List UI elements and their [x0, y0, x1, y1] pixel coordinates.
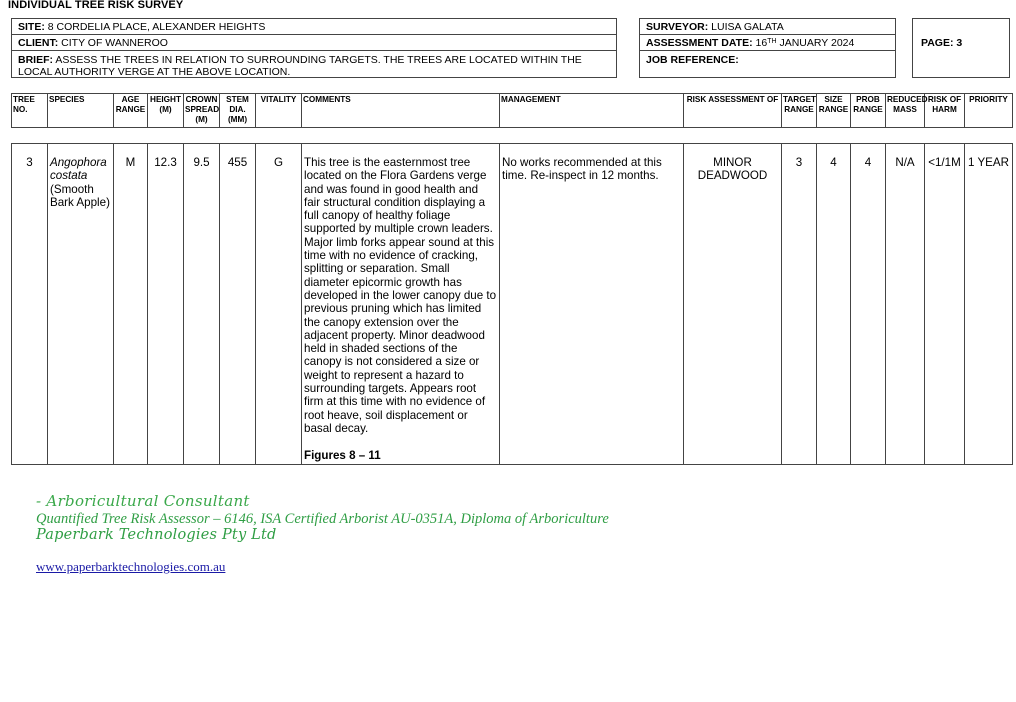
cell-tree-no: 3 [12, 144, 48, 465]
species-latin: Angophora costata [50, 156, 107, 183]
cell-size-range: 4 [817, 144, 851, 465]
assessment-date-rest: JANUARY 2024 [776, 37, 855, 49]
site-label: SITE: [18, 21, 45, 33]
cell-crown-spread: 9.5 [184, 144, 220, 465]
client-value: CITY OF WANNEROO [58, 37, 168, 49]
page-title: INDIVIDUAL TREE RISK SURVEY [8, 0, 184, 11]
page-number: PAGE: 3 [912, 18, 1010, 78]
comments-figures: Figures 8 – 11 [304, 449, 381, 463]
signature-role: - Arboricultural Consultant [36, 492, 250, 510]
cell-vitality: G [256, 144, 302, 465]
comments-text: This tree is the easternmost tree located on the Flora Gardens verge and was found in good health and fair structural condition displaying a full canopy of healthy foliage supported by multiple crown leaders. Major limb forks appear sound at this time with no evidence of cracking, splitting or separation. Small diameter epicormic growth has developed in the lower canopy due to previous pruning which has limited the canopy extension over the adjacent property. Minor deadwood held in shaded sections of the canopy is not considered a size or weight to represent a hazard to surrounding targets. Appears root firm at this time with no evidence of root heave, soil displacement or basal decay. [304, 156, 497, 435]
cell-stem-dia: 455 [220, 144, 256, 465]
assessment-date-suffix: TH [767, 38, 777, 45]
client-field [11, 34, 617, 51]
cell-height: 12.3 [148, 144, 184, 465]
job-reference-label: JOB REFERENCE: [646, 54, 739, 66]
job-reference-field [639, 50, 896, 78]
cell-species [48, 144, 114, 465]
brief-field [11, 50, 617, 78]
col-reduced-mass: REDUCED MASS [886, 94, 925, 128]
signature-company: Paperbark Technologies Pty Ltd [36, 527, 277, 543]
col-target-range: TARGET RANGE [782, 94, 817, 128]
cell-comments [302, 144, 500, 465]
col-stem-dia: STEM DIA. (MM) [220, 94, 256, 128]
col-priority: PRIORITY [965, 94, 1013, 128]
col-species: SPECIES [48, 94, 114, 128]
col-risk-of-harm: RISK OF HARM [925, 94, 965, 128]
cell-age-range: M [114, 144, 148, 465]
surveyor-field [639, 18, 896, 35]
col-age-range: AGE RANGE [114, 94, 148, 128]
assessment-date-field [639, 34, 896, 51]
site-value: 8 CORDELIA PLACE, ALEXANDER HEIGHTS [44, 21, 266, 33]
cell-management: No works recommended at this time. Re-inspect in 12 months. [500, 144, 684, 465]
col-risk-assessment: RISK ASSESSMENT OF [684, 94, 782, 128]
assessment-date-day: 16 [752, 37, 768, 49]
client-label: CLIENT: [18, 37, 59, 49]
col-height: HEIGHT (M) [148, 94, 184, 128]
cell-risk-of-harm: <1/1M [925, 144, 965, 465]
cell-priority: 1 YEAR [965, 144, 1013, 465]
cell-risk-assessment: MINOR DEADWOOD [684, 144, 782, 465]
site-field [11, 18, 617, 35]
cell-prob-range: 4 [851, 144, 886, 465]
column-header-table [11, 93, 1013, 128]
surveyor-label: SURVEYOR: [646, 21, 709, 33]
website-link[interactable]: www.paperbarktechnologies.com.au [36, 559, 226, 574]
cell-reduced-mass: N/A [886, 144, 925, 465]
brief-label: BRIEF: [18, 54, 53, 66]
col-comments: COMMENTS [302, 94, 500, 128]
species-common: (Smooth Bark Apple) [50, 182, 110, 209]
col-management: MANAGEMENT [500, 94, 684, 128]
col-size-range: SIZE RANGE [817, 94, 851, 128]
col-tree-no: TREE NO. [12, 94, 48, 128]
col-crown-spread: CROWN SPREAD (M) [184, 94, 220, 128]
table-row [12, 144, 1013, 465]
assessment-date-label: ASSESSMENT DATE: [646, 37, 753, 49]
col-vitality: VITALITY [256, 94, 302, 128]
brief-value: ASSESS THE TREES IN RELATION TO SURROUNDING TARGETS. THE TREES ARE LOCATED WITHIN THE LOCAL AUTHORITY VERGE AT THE ABOVE LOCATION. [18, 54, 582, 78]
signature-credentials: Quantified Tree Risk Assessor – 6146, ISA Certified Arborist AU-0351A, Diploma of Arboriculture [36, 511, 609, 527]
cell-target-range: 3 [782, 144, 817, 465]
col-prob-range: PROB RANGE [851, 94, 886, 128]
tree-table [11, 143, 1013, 465]
surveyor-value: LUISA GALATA [708, 21, 784, 33]
